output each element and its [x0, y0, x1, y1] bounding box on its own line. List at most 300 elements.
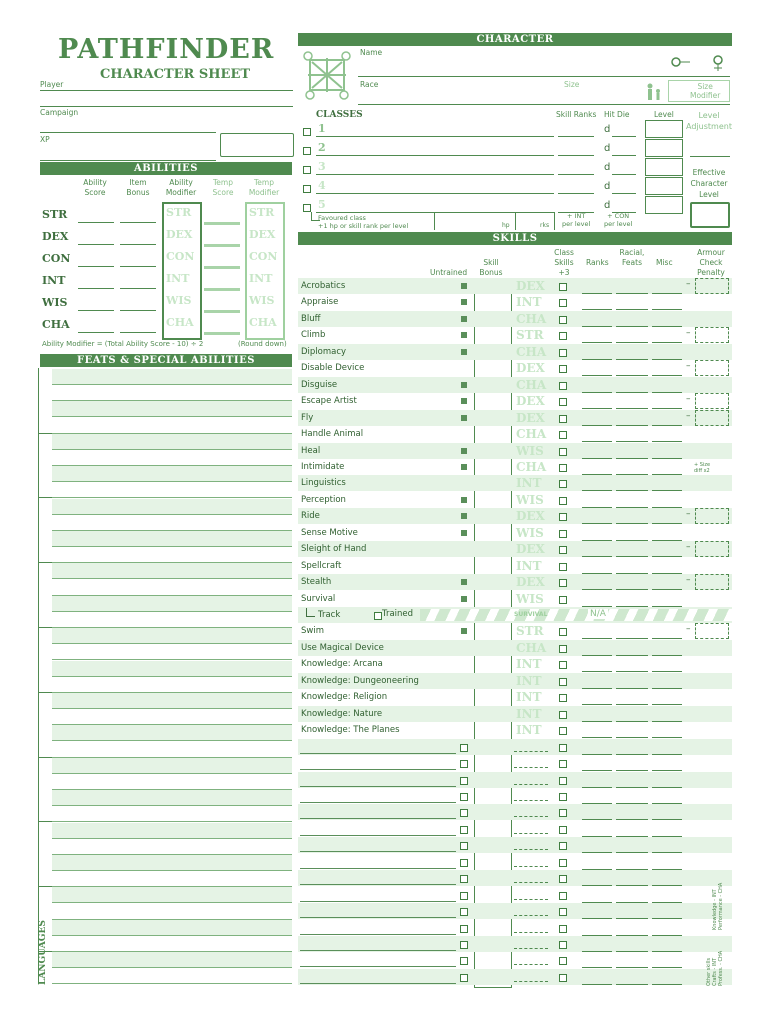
- skill-ability: DEX: [516, 509, 545, 524]
- custom-skill-field[interactable]: [300, 868, 456, 869]
- name-field[interactable]: [358, 76, 730, 77]
- temp-score-field[interactable]: [204, 332, 240, 335]
- custom-skill-field[interactable]: [300, 753, 456, 754]
- racial-feats-field[interactable]: [616, 885, 648, 886]
- hit-die-d: d: [604, 162, 611, 173]
- class-skill-checkbox[interactable]: [559, 694, 567, 702]
- ability-score-field[interactable]: [78, 310, 114, 311]
- ranks-field[interactable]: [582, 787, 612, 788]
- acp-box[interactable]: [695, 508, 729, 524]
- skill-name: Heal: [301, 445, 321, 456]
- class-skill-checkbox[interactable]: [559, 415, 567, 423]
- class-skill-ranks-field[interactable]: [558, 136, 594, 137]
- misc-field[interactable]: [652, 458, 682, 459]
- feat-row[interactable]: [52, 676, 292, 677]
- class-skill-checkbox[interactable]: [559, 596, 567, 604]
- skill-name: Linguistics: [301, 478, 346, 489]
- racial-feats-field[interactable]: [616, 655, 648, 656]
- custom-skill-ability-field[interactable]: [514, 751, 548, 752]
- skill-ability: STR: [516, 328, 544, 343]
- racial-feats-field[interactable]: [616, 458, 648, 459]
- temp-modifier-con[interactable]: CON: [249, 250, 278, 263]
- feat-row[interactable]: [52, 384, 292, 385]
- custom-untrained-checkbox[interactable]: [460, 809, 468, 817]
- misc-field[interactable]: [652, 425, 682, 426]
- skill-ability: WIS: [516, 591, 544, 606]
- class-row-number: 1: [318, 122, 326, 135]
- ability-footnote-round: (Round down): [238, 340, 287, 348]
- misc-field[interactable]: [652, 754, 682, 755]
- class-name-field[interactable]: [316, 174, 554, 175]
- ranks-field[interactable]: [582, 392, 612, 393]
- skill-ability: WIS: [516, 443, 544, 458]
- class-skill-checkbox[interactable]: [559, 744, 567, 752]
- racial-feats-field[interactable]: [616, 589, 648, 590]
- class-checkbox[interactable]: [303, 166, 311, 174]
- temp-modifier-cha[interactable]: CHA: [249, 316, 277, 329]
- racial-feats-field[interactable]: [616, 392, 648, 393]
- ranks-field[interactable]: [582, 688, 612, 689]
- custom-skill-field[interactable]: [300, 983, 456, 984]
- custom-skill-ability-field[interactable]: [514, 882, 548, 883]
- class-skill-checkbox[interactable]: [559, 398, 567, 406]
- custom-untrained-checkbox[interactable]: [460, 941, 468, 949]
- temp-modifier-str[interactable]: STR: [249, 206, 275, 219]
- class-checkbox[interactable]: [303, 128, 311, 136]
- acp-box[interactable]: [695, 393, 729, 409]
- skill-name: Climb: [301, 330, 326, 341]
- class-skill-checkbox[interactable]: [559, 546, 567, 554]
- side-note-knowledge: Knowledge - INT Performance - CHA: [712, 882, 724, 930]
- class-level-box[interactable]: [645, 196, 683, 214]
- skill-ability: DEX: [516, 279, 545, 293]
- xp-label: XP: [40, 135, 50, 144]
- misc-field[interactable]: [652, 293, 682, 294]
- custom-skill-ability-field[interactable]: [514, 915, 548, 916]
- misc-field[interactable]: [652, 984, 682, 985]
- misc-field[interactable]: [652, 951, 682, 952]
- ranks-field[interactable]: [582, 425, 612, 426]
- acp-box[interactable]: [695, 541, 729, 557]
- skill-ability: INT: [516, 706, 542, 721]
- custom-skill-ability-field[interactable]: [514, 981, 548, 982]
- custom-skill-ability-field[interactable]: [514, 964, 548, 965]
- class-level-box[interactable]: [645, 158, 683, 176]
- skill-ability: CHA: [516, 377, 547, 392]
- custom-skill-ability-field[interactable]: [514, 816, 548, 817]
- skill-name: Sleight of Hand: [301, 544, 367, 555]
- skill-ability: INT: [516, 295, 542, 310]
- custom-skill-ability-field[interactable]: [514, 899, 548, 900]
- class-skill-checkbox[interactable]: [559, 464, 567, 472]
- skill-name: Survival: [301, 593, 336, 604]
- racial-feats-field[interactable]: [616, 359, 648, 360]
- custom-skill-field[interactable]: [300, 901, 456, 902]
- misc-field[interactable]: [652, 852, 682, 853]
- class-skill-checkbox[interactable]: [559, 645, 567, 653]
- favoured-class-note: +1 hp or skill rank per level: [318, 222, 409, 230]
- feat-row-band: [52, 790, 292, 805]
- feat-row[interactable]: [52, 514, 292, 515]
- name-label: Name: [360, 48, 383, 57]
- feat-row[interactable]: [52, 805, 292, 806]
- class-skill-checkbox[interactable]: [559, 513, 567, 521]
- class-skill-checkbox[interactable]: [559, 661, 567, 669]
- misc-field[interactable]: [652, 819, 682, 820]
- racial-feats-field[interactable]: [616, 556, 648, 557]
- class-skill-checkbox[interactable]: [559, 974, 567, 982]
- class-skill-checkbox[interactable]: [559, 579, 567, 587]
- temp-modifier-dex[interactable]: DEX: [249, 228, 276, 241]
- skill-row-band: [298, 475, 732, 491]
- skill-ability: DEX: [516, 542, 545, 557]
- hit-die-field[interactable]: [612, 155, 636, 156]
- class-skill-ranks-field[interactable]: [558, 174, 594, 175]
- custom-skill-ability-field[interactable]: [514, 948, 548, 949]
- custom-untrained-checkbox[interactable]: [460, 908, 468, 916]
- class-name-field[interactable]: [316, 193, 554, 194]
- class-skill-checkbox[interactable]: [559, 299, 567, 307]
- racial-feats-field[interactable]: [616, 984, 648, 985]
- skill-row-band: [298, 377, 732, 393]
- racial-feats-field[interactable]: [616, 293, 648, 294]
- class-skill-checkbox[interactable]: [559, 349, 567, 357]
- custom-skill-field[interactable]: [300, 917, 456, 918]
- custom-untrained-checkbox[interactable]: [460, 793, 468, 801]
- custom-untrained-checkbox[interactable]: [460, 760, 468, 768]
- ability-modifier-str[interactable]: STR: [166, 206, 192, 219]
- feat-row[interactable]: [52, 578, 292, 579]
- class-skill-checkbox[interactable]: [559, 678, 567, 686]
- custom-skill-ability-field[interactable]: [514, 833, 548, 834]
- class-skill-checkbox[interactable]: [559, 809, 567, 817]
- custom-untrained-checkbox[interactable]: [460, 777, 468, 785]
- temp-modifier-int[interactable]: INT: [249, 272, 273, 285]
- class-skill-ranks-field[interactable]: [558, 193, 594, 194]
- ability-score-field[interactable]: [78, 332, 114, 333]
- level-adjustment-label: Level Adjustment: [686, 111, 732, 131]
- ability-modifier-cha[interactable]: CHA: [166, 316, 194, 329]
- feat-row[interactable]: [52, 902, 292, 903]
- custom-skill-ability-field[interactable]: [514, 849, 548, 850]
- acp-box[interactable]: [695, 278, 729, 294]
- ranks-field[interactable]: [582, 523, 612, 524]
- skill-ability: CHA: [516, 459, 547, 474]
- racial-feats-field[interactable]: [616, 852, 648, 853]
- ability-modifier-con[interactable]: CON: [166, 250, 195, 263]
- feat-row[interactable]: [52, 983, 292, 984]
- racial-feats-field[interactable]: [616, 951, 648, 952]
- acp-minus: –: [686, 328, 691, 339]
- feat-row[interactable]: [52, 449, 292, 450]
- racial-feats-field[interactable]: [616, 721, 648, 722]
- skill-row-band: [298, 508, 732, 524]
- ability-score-field[interactable]: [78, 266, 114, 267]
- ability-score-field[interactable]: [78, 288, 114, 289]
- acp-minus: –: [686, 509, 691, 520]
- custom-skill-field[interactable]: [300, 802, 456, 803]
- class-skill-checkbox[interactable]: [559, 497, 567, 505]
- ability-name-int: INT: [42, 274, 66, 287]
- class-checkbox[interactable]: [303, 185, 311, 193]
- feat-row[interactable]: [52, 546, 292, 547]
- skill-ability: WIS: [516, 525, 544, 540]
- size-modifier-label: Size Modifier: [690, 82, 721, 100]
- track-trained-checkbox[interactable]: [374, 612, 382, 620]
- class-skill-checkbox[interactable]: [559, 448, 567, 456]
- skill-name: Acrobatics: [301, 281, 346, 291]
- racial-feats-field[interactable]: [616, 688, 648, 689]
- race-field[interactable]: [358, 104, 730, 105]
- class-skill-checkbox[interactable]: [559, 892, 567, 900]
- custom-untrained-checkbox[interactable]: [460, 974, 468, 982]
- class-skill-checkbox[interactable]: [559, 908, 567, 916]
- class-skill-checkbox[interactable]: [559, 941, 567, 949]
- skill-name: Intimidate: [301, 461, 345, 472]
- feat-row[interactable]: [52, 416, 292, 417]
- temp-score-field[interactable]: [204, 266, 240, 269]
- class-skill-checkbox[interactable]: [559, 760, 567, 768]
- skill-ability: WIS: [516, 492, 544, 507]
- class-skill-checkbox[interactable]: [559, 382, 567, 390]
- class-skill-checkbox[interactable]: [559, 875, 567, 883]
- campaign-field[interactable]: [40, 132, 216, 133]
- feat-row[interactable]: [52, 967, 292, 968]
- custom-skill-ability-field[interactable]: [514, 784, 548, 785]
- untrained-marker: [461, 596, 467, 602]
- ability-score-field[interactable]: [78, 222, 114, 223]
- ranks-field[interactable]: [582, 918, 612, 919]
- racial-feats-field[interactable]: [616, 425, 648, 426]
- player-field[interactable]: [40, 90, 293, 91]
- misc-field[interactable]: [652, 688, 682, 689]
- class-skill-checkbox[interactable]: [559, 925, 567, 933]
- feat-row[interactable]: [52, 935, 292, 936]
- class-skill-checkbox[interactable]: [559, 628, 567, 636]
- feat-row[interactable]: [52, 838, 292, 839]
- class-skill-checkbox[interactable]: [559, 283, 567, 291]
- ranks-field[interactable]: [582, 984, 612, 985]
- effective-level-box[interactable]: [690, 202, 730, 228]
- con-per-level: + CON per level: [604, 212, 633, 228]
- languages-label: LANGUAGES: [38, 920, 48, 985]
- ability-modifier-wis[interactable]: WIS: [166, 294, 192, 307]
- col-skill-ranks: Skill Ranks: [556, 110, 597, 119]
- temp-score-field[interactable]: [204, 244, 240, 247]
- misc-field[interactable]: [652, 655, 682, 656]
- custom-skill-field[interactable]: [300, 769, 456, 770]
- class-skill-checkbox[interactable]: [559, 431, 567, 439]
- racial-feats-field[interactable]: [616, 787, 648, 788]
- feat-row-band: [52, 855, 292, 870]
- ranks-field[interactable]: [582, 721, 612, 722]
- acp-minus: –: [686, 624, 691, 635]
- misc-field[interactable]: [652, 359, 682, 360]
- ranks-field[interactable]: [582, 326, 612, 327]
- hit-die-field[interactable]: [612, 174, 636, 175]
- ranks-field[interactable]: [582, 655, 612, 656]
- misc-field[interactable]: [652, 721, 682, 722]
- acp-box[interactable]: [695, 360, 729, 376]
- custom-untrained-checkbox[interactable]: [460, 875, 468, 883]
- racial-feats-field[interactable]: [616, 754, 648, 755]
- item-bonus-field[interactable]: [120, 332, 156, 333]
- col-class-skills: Class Skills +3: [554, 248, 574, 277]
- skill-ability: DEX: [516, 361, 545, 376]
- class-skill-checkbox[interactable]: [559, 711, 567, 719]
- ranks-field[interactable]: [582, 293, 612, 294]
- xp-box[interactable]: [220, 133, 294, 157]
- custom-untrained-checkbox[interactable]: [460, 826, 468, 834]
- class-checkbox[interactable]: [303, 204, 311, 212]
- custom-skill-field[interactable]: [300, 818, 456, 819]
- custom-skill-field[interactable]: [300, 934, 456, 935]
- ranks-field[interactable]: [582, 556, 612, 557]
- untrained-marker: [461, 513, 467, 519]
- custom-skill-ability-field[interactable]: [514, 866, 548, 867]
- temp-modifier-wis[interactable]: WIS: [249, 294, 275, 307]
- item-bonus-field[interactable]: [120, 288, 156, 289]
- hit-die-d: d: [604, 143, 611, 154]
- ranks-field[interactable]: [582, 852, 612, 853]
- class-skill-checkbox[interactable]: [559, 826, 567, 834]
- ranks-field[interactable]: [582, 754, 612, 755]
- ability-modifier-int[interactable]: INT: [166, 272, 190, 285]
- ranks-field[interactable]: [582, 589, 612, 590]
- feat-row-band: [52, 952, 292, 967]
- col-item-bonus: Item Bonus: [126, 178, 150, 197]
- temp-score-field[interactable]: [204, 222, 240, 225]
- custom-skill-field[interactable]: [300, 851, 456, 852]
- skill-ability: DEX: [516, 575, 545, 590]
- custom-skill-field[interactable]: [300, 950, 456, 951]
- misc-field[interactable]: [652, 918, 682, 919]
- item-bonus-field[interactable]: [120, 244, 156, 245]
- custom-untrained-checkbox[interactable]: [460, 744, 468, 752]
- ability-modifier-dex[interactable]: DEX: [166, 228, 193, 241]
- ability-name-str: STR: [42, 208, 68, 221]
- racial-feats-field[interactable]: [616, 490, 648, 491]
- class-skill-checkbox[interactable]: [559, 842, 567, 850]
- feat-row[interactable]: [52, 740, 292, 741]
- temp-score-field[interactable]: [204, 310, 240, 313]
- ability-score-field[interactable]: [78, 244, 114, 245]
- track-na-label: N/A: [590, 609, 606, 619]
- class-skill-checkbox[interactable]: [559, 859, 567, 867]
- ranks-field[interactable]: [582, 490, 612, 491]
- custom-untrained-checkbox[interactable]: [460, 842, 468, 850]
- custom-untrained-checkbox[interactable]: [460, 925, 468, 933]
- class-skill-checkbox[interactable]: [559, 530, 567, 538]
- custom-skill-field[interactable]: [300, 835, 456, 836]
- custom-skill-field[interactable]: [300, 966, 456, 967]
- acp-box[interactable]: [695, 410, 729, 426]
- skill-ability: STR: [516, 624, 544, 639]
- class-skill-ranks-field[interactable]: [558, 155, 594, 156]
- ranks-field[interactable]: [582, 359, 612, 360]
- misc-field[interactable]: [652, 787, 682, 788]
- misc-field[interactable]: [652, 523, 682, 524]
- class-level-box[interactable]: [645, 177, 683, 195]
- acp-box[interactable]: [695, 623, 729, 639]
- racial-feats-field[interactable]: [616, 918, 648, 919]
- favoured-hp-label: hp: [502, 222, 510, 229]
- custom-skill-ability-field[interactable]: [514, 767, 548, 768]
- custom-untrained-checkbox[interactable]: [460, 859, 468, 867]
- hit-die-field[interactable]: [612, 193, 636, 194]
- feat-row[interactable]: [52, 643, 292, 644]
- custom-skill-ability-field[interactable]: [514, 932, 548, 933]
- class-skill-checkbox[interactable]: [559, 957, 567, 965]
- class-skill-checkbox[interactable]: [559, 480, 567, 488]
- custom-untrained-checkbox[interactable]: [460, 892, 468, 900]
- misc-field[interactable]: [652, 490, 682, 491]
- item-bonus-field[interactable]: [120, 266, 156, 267]
- skill-name: Handle Animal: [301, 429, 364, 440]
- misc-field[interactable]: [652, 556, 682, 557]
- racial-feats-field[interactable]: [616, 523, 648, 524]
- ranks-field[interactable]: [582, 819, 612, 820]
- class-skill-checkbox[interactable]: [559, 332, 567, 340]
- class-skill-checkbox[interactable]: [559, 365, 567, 373]
- size-figures-icon: [644, 82, 664, 102]
- custom-skill-field[interactable]: [300, 786, 456, 787]
- acp-box[interactable]: [695, 327, 729, 343]
- misc-field[interactable]: [652, 589, 682, 590]
- feat-row-band: [52, 758, 292, 773]
- hit-die-field[interactable]: [612, 136, 636, 137]
- feat-row[interactable]: [52, 870, 292, 871]
- class-skill-checkbox[interactable]: [559, 777, 567, 785]
- misc-field[interactable]: [652, 885, 682, 886]
- misc-field[interactable]: [652, 392, 682, 393]
- skill-name: Disable Device: [301, 363, 365, 374]
- feat-row[interactable]: [52, 481, 292, 482]
- class-skill-checkbox[interactable]: [559, 563, 567, 571]
- feat-row[interactable]: [52, 773, 292, 774]
- skill-ability: DEX: [516, 394, 545, 409]
- racial-feats-field[interactable]: [616, 326, 648, 327]
- skill-name: Escape Artist: [301, 396, 357, 407]
- item-bonus-field[interactable]: [120, 310, 156, 311]
- ranks-field[interactable]: [582, 885, 612, 886]
- class-row-number: 5: [318, 198, 326, 211]
- feat-row-band: [52, 466, 292, 481]
- racial-feats-field[interactable]: [616, 819, 648, 820]
- custom-skill-field[interactable]: [300, 884, 456, 885]
- class-checkbox[interactable]: [303, 147, 311, 155]
- temp-score-field[interactable]: [204, 288, 240, 291]
- ranks-field[interactable]: [582, 951, 612, 952]
- item-bonus-field[interactable]: [120, 222, 156, 223]
- acp-minus: –: [686, 410, 691, 421]
- custom-untrained-checkbox[interactable]: [460, 957, 468, 965]
- feat-row[interactable]: [52, 611, 292, 612]
- ranks-field[interactable]: [582, 458, 612, 459]
- class-row-number: 2: [318, 141, 326, 154]
- class-level-box[interactable]: [645, 120, 683, 138]
- class-skill-checkbox[interactable]: [559, 793, 567, 801]
- acp-box[interactable]: [695, 574, 729, 590]
- misc-field[interactable]: [652, 326, 682, 327]
- feat-row[interactable]: [52, 708, 292, 709]
- class-skill-checkbox[interactable]: [559, 316, 567, 324]
- class-skill-checkbox[interactable]: [559, 727, 567, 735]
- class-name-field[interactable]: [316, 136, 554, 137]
- class-name-field[interactable]: [316, 155, 554, 156]
- class-level-box[interactable]: [645, 139, 683, 157]
- custom-skill-ability-field[interactable]: [514, 800, 548, 801]
